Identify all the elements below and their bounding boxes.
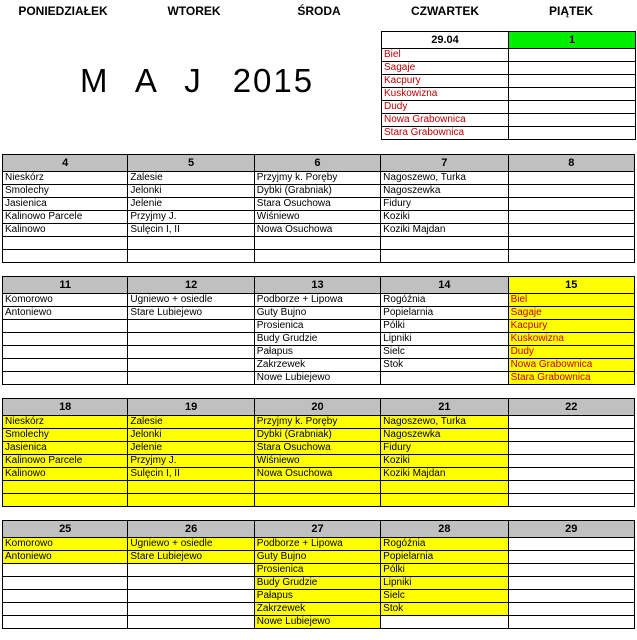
- village-cell: Guty Bujno: [254, 551, 380, 564]
- village-cell: Rogóźnia: [381, 538, 508, 551]
- village-cell: [3, 320, 128, 333]
- village-cell: Nowa Osuchowa: [254, 468, 380, 481]
- village-cell: Zalesie: [128, 416, 254, 429]
- village-cell: [128, 359, 254, 372]
- week-header-row: [3, 399, 635, 416]
- village-cell: Nagoszewka: [381, 429, 508, 442]
- village-cell: Zakrzewek: [254, 603, 380, 616]
- village-cell: Kalinowo Parcele: [3, 455, 128, 468]
- village-cell: [128, 250, 254, 263]
- date-cell: 11: [3, 277, 128, 294]
- village-cell: Jelenie: [128, 442, 254, 455]
- village-cell: [508, 603, 634, 616]
- village-cell: Stok: [381, 359, 508, 372]
- date-cell: 26: [128, 521, 254, 538]
- village-cell: [128, 237, 254, 250]
- village-cell: [128, 372, 254, 385]
- village-cell: Guty Bujno: [254, 307, 380, 320]
- village-cell: [509, 114, 636, 127]
- week-row: [3, 359, 635, 372]
- village-cell: Ugniewo + osiedle: [128, 294, 254, 307]
- week-header-row: [3, 155, 635, 172]
- week-row: [3, 442, 635, 455]
- village-cell: Jasienica: [3, 442, 128, 455]
- village-cell: [508, 590, 634, 603]
- village-cell: Kacpury: [508, 320, 634, 333]
- village-cell: Pałapus: [254, 346, 380, 359]
- village-cell: Stara Osuchowa: [254, 198, 380, 211]
- village-cell: Sagaje: [382, 62, 509, 75]
- village-cell: Kalinowo: [3, 224, 128, 237]
- village-cell: [128, 564, 254, 577]
- village-cell: [509, 101, 636, 114]
- date-cell: 6: [254, 155, 380, 172]
- date-cell: 29: [508, 521, 634, 538]
- village-cell: Antoniewo: [3, 551, 128, 564]
- village-cell: Pólki: [381, 564, 508, 577]
- page-title: [80, 62, 314, 100]
- village-cell: [128, 494, 254, 507]
- village-cell: Sulęcin I, II: [128, 224, 254, 237]
- village-cell: Sagaje: [508, 307, 634, 320]
- village-cell: Stara Grabownica: [382, 127, 509, 140]
- date-cell-highlighted: 1: [509, 32, 636, 49]
- village-cell: Przyjmy J.: [128, 211, 254, 224]
- village-cell: Rogóźnia: [381, 294, 508, 307]
- village-cell: [128, 333, 254, 346]
- village-cell: Dybki (Grabniak): [254, 185, 380, 198]
- village-cell: Smolechy: [3, 429, 128, 442]
- week-header-row: [3, 277, 635, 294]
- village-cell: Lipniki: [381, 577, 508, 590]
- village-cell: [508, 455, 634, 468]
- village-cell: Stara Osuchowa: [254, 442, 380, 455]
- village-cell: Sielc: [381, 590, 508, 603]
- date-cell: 13: [254, 277, 380, 294]
- village-cell: Antoniewo: [3, 307, 128, 320]
- village-cell: [3, 346, 128, 359]
- village-cell: Jasienica: [3, 198, 128, 211]
- village-cell: Przyjmy k. Poręby: [254, 172, 380, 185]
- village-cell: [128, 481, 254, 494]
- week-row: [3, 603, 635, 616]
- village-cell: Koziki: [381, 455, 508, 468]
- week-row: [3, 172, 635, 185]
- village-cell: Nagoszewka: [381, 185, 508, 198]
- village-cell: Ugniewo + osiedle: [128, 538, 254, 551]
- week-row: [3, 198, 635, 211]
- village-cell: [509, 127, 636, 140]
- week-table-2: [2, 276, 635, 385]
- day-header-thursday: CZWARTEK: [411, 4, 479, 18]
- village-cell: [3, 494, 128, 507]
- village-cell: [128, 577, 254, 590]
- week-row: [3, 429, 635, 442]
- village-cell: Nagoszewo, Turka: [381, 416, 508, 429]
- village-cell: [508, 577, 634, 590]
- date-cell: 5: [128, 155, 254, 172]
- village-cell: [3, 359, 128, 372]
- week-table-1: [2, 154, 635, 263]
- village-cell: Popielarnia: [381, 307, 508, 320]
- date-cell: 25: [3, 521, 128, 538]
- week-row: [3, 333, 635, 346]
- village-cell: [508, 237, 634, 250]
- week-row: [3, 237, 635, 250]
- village-cell: [3, 577, 128, 590]
- village-cell: Sulęcin I, II: [128, 468, 254, 481]
- village-cell: [508, 564, 634, 577]
- top-block-row: [382, 49, 636, 62]
- village-cell: Sielc: [381, 346, 508, 359]
- village-cell: [128, 616, 254, 629]
- date-cell: 4: [3, 155, 128, 172]
- village-cell: [508, 481, 634, 494]
- village-cell: Jelonki: [128, 185, 254, 198]
- village-cell: [381, 372, 508, 385]
- village-cell: Fidury: [381, 198, 508, 211]
- village-cell: Nieskórz: [3, 172, 128, 185]
- village-cell: Podborze + Lipowa: [254, 294, 380, 307]
- village-cell: [3, 333, 128, 346]
- week-row: [3, 468, 635, 481]
- village-cell: Popielarnia: [381, 551, 508, 564]
- week-row: [3, 616, 635, 629]
- date-cell: 8: [508, 155, 634, 172]
- village-cell: [381, 494, 508, 507]
- week-row: [3, 494, 635, 507]
- date-cell: 14: [381, 277, 508, 294]
- week-row: [3, 224, 635, 237]
- week-row: [3, 346, 635, 359]
- village-cell: Wiśniewo: [254, 211, 380, 224]
- week-row: [3, 307, 635, 320]
- village-cell: Stare Lubiejewo: [128, 307, 254, 320]
- date-cell: 19: [128, 399, 254, 416]
- village-cell: Dybki (Grabniak): [254, 429, 380, 442]
- week-row: [3, 416, 635, 429]
- title-month: M A J: [80, 62, 211, 99]
- week-row: [3, 211, 635, 224]
- week-row: [3, 372, 635, 385]
- village-cell: [508, 616, 634, 629]
- village-cell: [509, 62, 636, 75]
- week-row: [3, 538, 635, 551]
- date-cell: 21: [381, 399, 508, 416]
- village-cell: Kalinowo Parcele: [3, 211, 128, 224]
- week-row: [3, 185, 635, 198]
- week-row: [3, 481, 635, 494]
- village-cell: [508, 429, 634, 442]
- village-cell: Stare Lubiejewo: [128, 551, 254, 564]
- village-cell: [381, 616, 508, 629]
- day-header-friday: PIĄTEK: [548, 4, 593, 18]
- day-header-monday: PONIEDZIAŁEK: [18, 4, 108, 18]
- village-cell: [509, 49, 636, 62]
- village-cell: Nowe Lubiejewo: [254, 372, 380, 385]
- week-table-3: [2, 398, 635, 507]
- village-cell: Lipniki: [381, 333, 508, 346]
- village-cell: [254, 494, 380, 507]
- village-cell: [509, 88, 636, 101]
- village-cell: Prosienica: [254, 320, 380, 333]
- village-cell: Jelenie: [128, 198, 254, 211]
- village-cell: Nowa Osuchowa: [254, 224, 380, 237]
- village-cell: [128, 346, 254, 359]
- village-cell: Kalinowo: [3, 468, 128, 481]
- week-row: [3, 250, 635, 263]
- village-cell: [3, 250, 128, 263]
- village-cell: [508, 551, 634, 564]
- top-block-row: [382, 101, 636, 114]
- village-cell: Koziki: [381, 211, 508, 224]
- village-cell: [508, 185, 634, 198]
- village-cell: Komorowo: [3, 538, 128, 551]
- village-cell: [508, 442, 634, 455]
- village-cell: [508, 198, 634, 211]
- village-cell: Koziki Majdan: [381, 468, 508, 481]
- village-cell: [508, 468, 634, 481]
- village-cell: Fidury: [381, 442, 508, 455]
- village-cell: [508, 416, 634, 429]
- village-cell: Jelonki: [128, 429, 254, 442]
- village-cell: Kacpury: [382, 75, 509, 88]
- village-cell: [508, 211, 634, 224]
- village-cell: [128, 603, 254, 616]
- date-cell: 15: [508, 277, 634, 294]
- village-cell: [3, 481, 128, 494]
- week-row: [3, 577, 635, 590]
- village-cell: Smolechy: [3, 185, 128, 198]
- village-cell: [509, 75, 636, 88]
- day-header-wednesday: ŚRODA: [297, 4, 341, 18]
- village-cell: [508, 538, 634, 551]
- village-cell: [508, 494, 634, 507]
- village-cell: Komorowo: [3, 294, 128, 307]
- village-cell: Biel: [382, 49, 509, 62]
- village-cell: Zalesie: [128, 172, 254, 185]
- village-cell: Kuskowizna: [382, 88, 509, 101]
- village-cell: Nowa Grabownica: [508, 359, 634, 372]
- date-cell: 18: [3, 399, 128, 416]
- date-cell: 20: [254, 399, 380, 416]
- village-cell: [381, 250, 508, 263]
- village-cell: Przyjmy k. Poręby: [254, 416, 380, 429]
- week-row: [3, 455, 635, 468]
- village-cell: [508, 224, 634, 237]
- village-cell: Przyjmy J.: [128, 455, 254, 468]
- date-cell: 27: [254, 521, 380, 538]
- village-cell: Pałapus: [254, 590, 380, 603]
- week-row: [3, 320, 635, 333]
- village-cell: [3, 603, 128, 616]
- village-cell: [254, 237, 380, 250]
- top-block-table: [381, 31, 636, 140]
- top-block-row: [382, 88, 636, 101]
- village-cell: Stara Grabownica: [508, 372, 634, 385]
- village-cell: [508, 250, 634, 263]
- title-year: 2015: [232, 62, 315, 99]
- village-cell: Podborze + Lipowa: [254, 538, 380, 551]
- village-cell: Kuskowizna: [508, 333, 634, 346]
- village-cell: Nowa Grabownica: [382, 114, 509, 127]
- week-row: [3, 294, 635, 307]
- date-cell: 29.04: [382, 32, 509, 49]
- top-block-header-row: [382, 32, 636, 49]
- top-block-row: [382, 114, 636, 127]
- week-table-4: [2, 520, 635, 629]
- village-cell: [254, 250, 380, 263]
- village-cell: Dudy: [508, 346, 634, 359]
- village-cell: Wiśniewo: [254, 455, 380, 468]
- village-cell: [381, 481, 508, 494]
- day-header-tuesday: WTOREK: [167, 4, 221, 18]
- week-row: [3, 551, 635, 564]
- village-cell: [3, 564, 128, 577]
- village-cell: [3, 590, 128, 603]
- village-cell: Nowe Lubiejewo: [254, 616, 380, 629]
- village-cell: [254, 481, 380, 494]
- village-cell: [128, 590, 254, 603]
- week-row: [3, 590, 635, 603]
- village-cell: Zakrzewek: [254, 359, 380, 372]
- date-cell: 28: [381, 521, 508, 538]
- village-cell: Budy Grudzie: [254, 577, 380, 590]
- date-cell: 22: [508, 399, 634, 416]
- top-block-row: [382, 75, 636, 88]
- week-header-row: [3, 521, 635, 538]
- week-row: [3, 564, 635, 577]
- top-block-row: [382, 62, 636, 75]
- top-block-row: [382, 127, 636, 140]
- village-cell: Stok: [381, 603, 508, 616]
- village-cell: Biel: [508, 294, 634, 307]
- date-cell: 7: [381, 155, 508, 172]
- village-cell: [3, 616, 128, 629]
- village-cell: [381, 237, 508, 250]
- village-cell: [3, 372, 128, 385]
- village-cell: [508, 172, 634, 185]
- village-cell: Nagoszewo, Turka: [381, 172, 508, 185]
- village-cell: Koziki Majdan: [381, 224, 508, 237]
- village-cell: [128, 320, 254, 333]
- village-cell: Dudy: [382, 101, 509, 114]
- village-cell: Nieskórz: [3, 416, 128, 429]
- date-cell: 12: [128, 277, 254, 294]
- village-cell: Budy Grudzie: [254, 333, 380, 346]
- village-cell: [3, 237, 128, 250]
- village-cell: Prosienica: [254, 564, 380, 577]
- village-cell: Pólki: [381, 320, 508, 333]
